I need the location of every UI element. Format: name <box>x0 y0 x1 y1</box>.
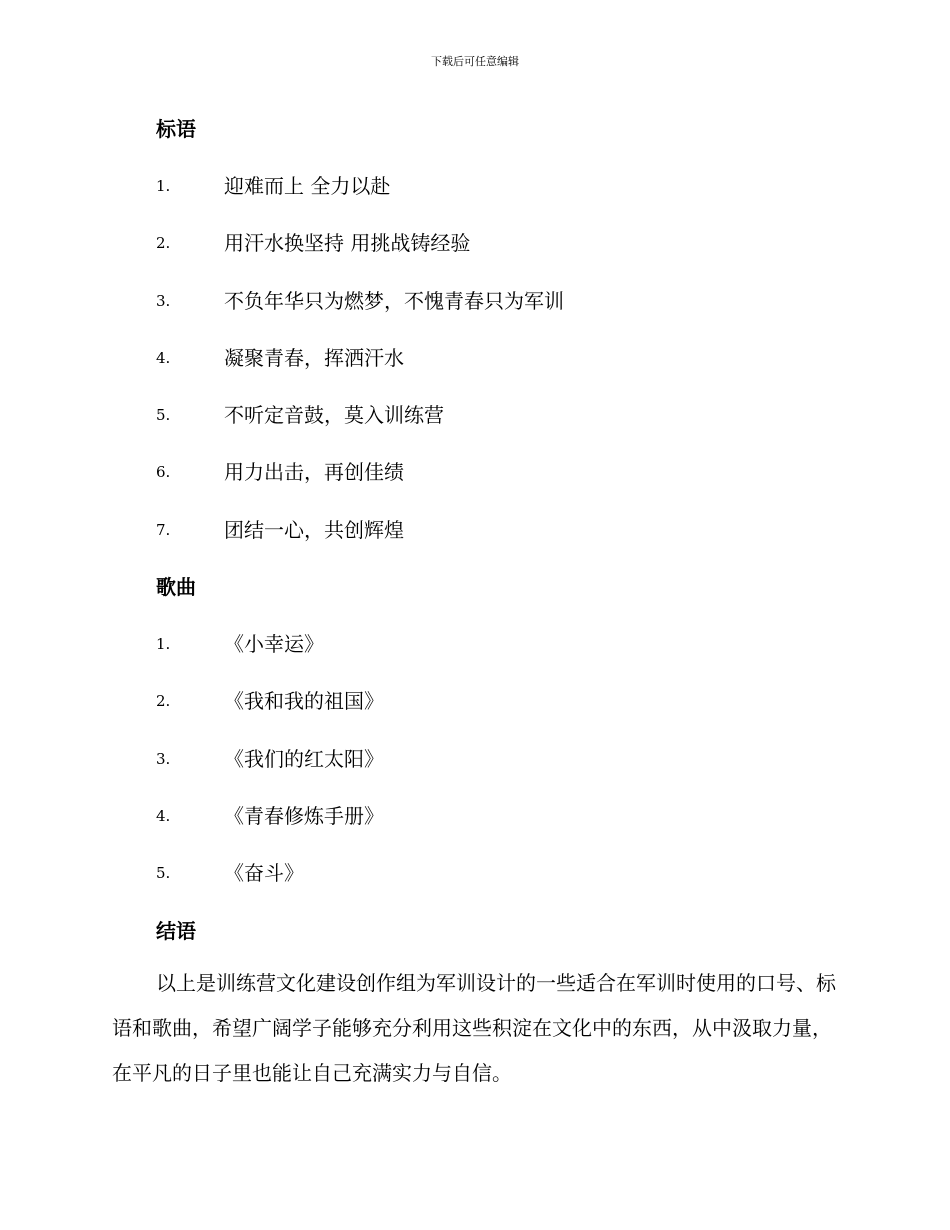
list-item-number: 3. <box>156 291 171 310</box>
list-item <box>112 226 842 260</box>
list-item-text: 用力出击，再创佳绩 <box>224 460 404 485</box>
list-item-text: 《我们的红太阳》 <box>224 746 384 771</box>
song-list <box>112 627 842 890</box>
list-item-number: 5. <box>156 864 171 883</box>
list-item-text: 《奋斗》 <box>224 861 304 886</box>
list-item-number: 3. <box>156 749 171 768</box>
page-header-note: 下载后可任意编辑 <box>431 55 519 68</box>
list-item <box>112 169 842 203</box>
list-item <box>112 684 842 718</box>
document-body <box>112 112 842 1096</box>
list-item <box>112 799 842 833</box>
list-item-number: 2. <box>156 692 171 711</box>
list-item-number: 4. <box>156 348 171 367</box>
list-item-text: 《我和我的祖国》 <box>224 689 384 714</box>
list-item <box>112 455 842 489</box>
list-item <box>112 398 842 432</box>
list-item-text: 《青春修炼手册》 <box>224 803 384 828</box>
list-item-number: 5. <box>156 406 171 425</box>
list-item <box>112 284 842 318</box>
list-item <box>112 627 842 661</box>
list-item-text: 不听定音鼓，莫入训练营 <box>224 403 444 428</box>
conclusion-paragraph: 以上是训练营文化建设创作组为军训设计的一些适合在军训时使用的口号、标语和歌曲，希望广阔学子能够充分利用这些积淀在文化中的东西，从中汲取力量，在平凡的日子里也能让自己充满实力与自信。 <box>112 970 836 1085</box>
section-heading-songs: 歌曲 <box>156 575 196 600</box>
list-item <box>112 856 842 890</box>
list-item <box>112 341 842 375</box>
list-item-text: 凝聚青春，挥洒汗水 <box>224 345 404 370</box>
list-item-text: 用汗水换坚持 用挑战铸经验 <box>224 231 471 256</box>
list-item-number: 7. <box>156 520 171 539</box>
list-item-text: 团结一心，共创辉煌 <box>224 517 404 542</box>
section-heading-slogans: 标语 <box>156 117 196 141</box>
list-item-number: 1. <box>156 635 171 654</box>
section-heading-conclusion: 结语 <box>156 918 196 943</box>
slogan-list <box>112 169 842 547</box>
list-item-text: 《小幸运》 <box>224 632 324 657</box>
list-item <box>112 742 842 776</box>
list-item-text: 迎难而上 全力以赴 <box>224 174 391 198</box>
list-item-number: 6. <box>156 463 171 482</box>
list-item-text: 不负年华只为燃梦，不愧青春只为军训 <box>224 288 564 313</box>
list-item-number: 4. <box>156 806 171 825</box>
list-item <box>112 513 842 547</box>
list-item-number: 2. <box>156 234 171 253</box>
list-item-number: 1. <box>156 177 171 195</box>
